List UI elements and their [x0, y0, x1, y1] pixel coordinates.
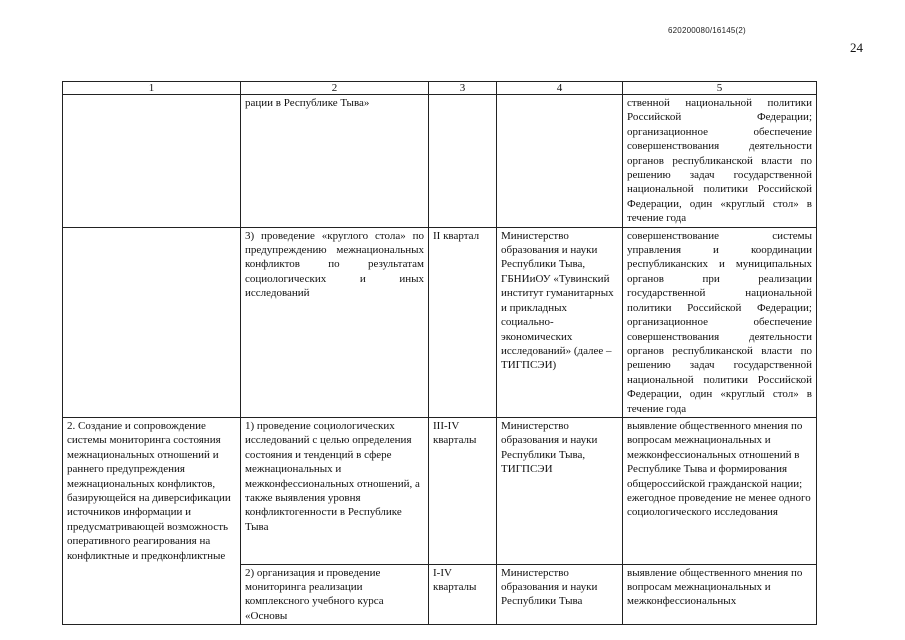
task-cell [63, 227, 241, 417]
responsible-cell: Министерство образования и науки Республики Тыва, ТИГПСЭИ [497, 417, 623, 564]
result-cell: ственной национальной политики Российской Федерации; организационное обеспечение совершенствования деятельности органов республиканской власти по решению задач государственной национальной политики Российской Федерации, один «круглый стол» в течение года [623, 95, 817, 228]
column-header-row [63, 82, 817, 95]
deadline-cell: III-IV кварталы [429, 417, 497, 564]
table-row [63, 95, 817, 228]
task-cell: 2. Создание и сопровождение системы мониторинга состояния межнациональных отношений и раннего предупреждения межнациональных конфликтов, базирующейся на диверсификации источников информации и предусматривающей возможность оперативного реагирования на конфликтные и предконфликтные [63, 417, 241, 564]
document-code: 620200080/16145(2) [668, 26, 746, 35]
table-row [63, 564, 817, 625]
result-cell: выявление общественного мнения по вопросам межнациональных и межконфессиональных [623, 564, 817, 625]
table-row [63, 227, 817, 417]
activity-cell: рации в Республике Тыва» [241, 95, 429, 228]
table-row [63, 417, 817, 564]
page-number: 24 [850, 40, 863, 55]
column-header-3: 3 [429, 82, 497, 95]
task-cell [63, 564, 241, 625]
activity-cell: 1) проведение социологических исследований с целью определения состояния и тенденций в сфере межнациональных и межконфессиональных отношений, а также выявления уровня конфликтогенности в Республике Тыва [241, 417, 429, 564]
column-header-1: 1 [63, 82, 241, 95]
deadline-cell: II квартал [429, 227, 497, 417]
plan-table [62, 81, 817, 625]
column-header-4: 4 [497, 82, 623, 95]
result-cell: выявление общественного мнения по вопросам межнациональных и межконфессиональных отношений в Республике Тыва и формирования общероссийской гражданской нации; ежегодное проведение не менее одного социологического исследования [623, 417, 817, 564]
column-header-2: 2 [241, 82, 429, 95]
result-cell: совершенствование системы управления и координации республиканских и муниципальных органов при реализации государственной национальной политики Российской Федерации; организационное обеспечение совершенствования деятельности органов республиканской власти по решению задач государственной национальной политики Российской Федерации, один «круглый стол» в течение года [623, 227, 817, 417]
activity-cell: 2) организация и проведение мониторинга реализации комплексного учебного курса «Основы [241, 564, 429, 625]
responsible-cell: Министерство образования и науки Республики Тыва [497, 564, 623, 625]
column-header-5: 5 [623, 82, 817, 95]
deadline-cell [429, 95, 497, 228]
responsible-cell: Министерство образования и науки Республики Тыва, ГБНИиОУ «Тувинский институт гуманитарных и прикладных социально-экономических исследований» (далее – ТИГПСЭИ) [497, 227, 623, 417]
task-cell [63, 95, 241, 228]
responsible-cell [497, 95, 623, 228]
deadline-cell: I-IV кварталы [429, 564, 497, 625]
activity-cell: 3) проведение «круглого стола» по предупреждению межнациональных конфликтов по результатам социологических и иных исследований [241, 227, 429, 417]
